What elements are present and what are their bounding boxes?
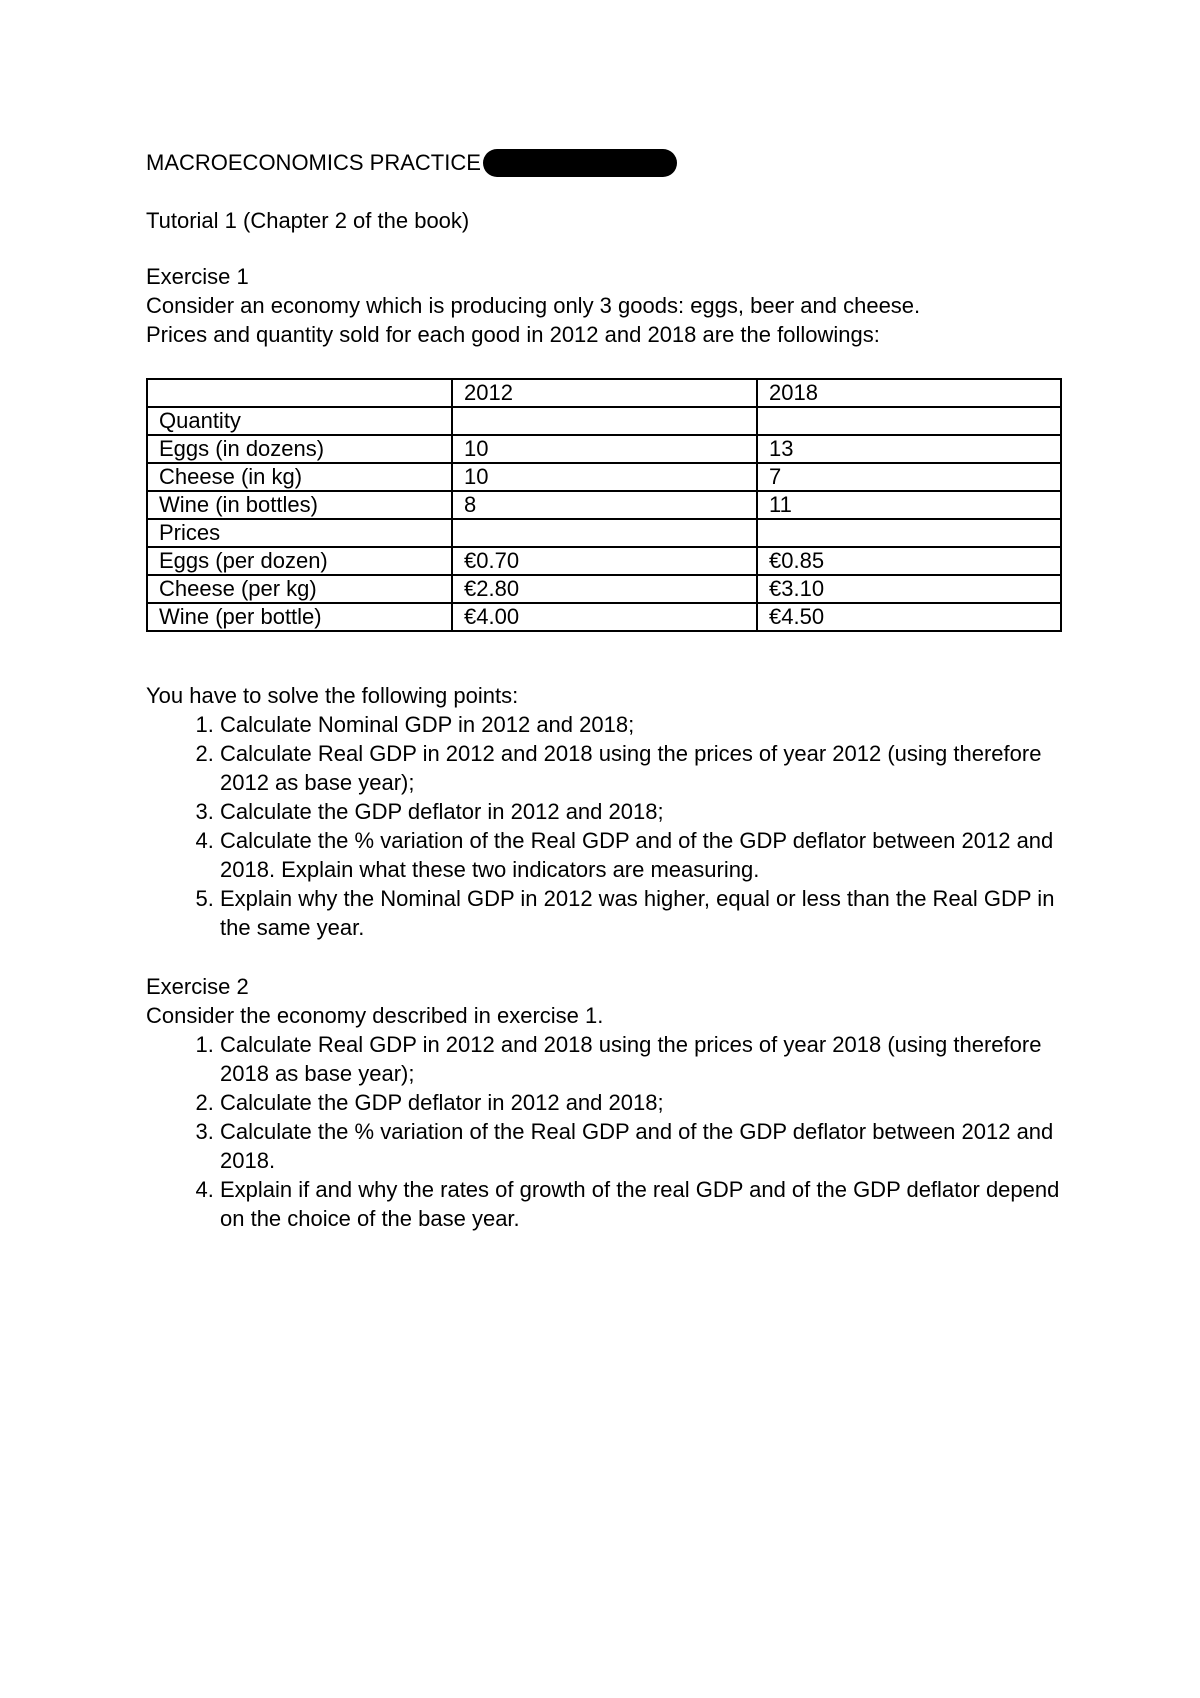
table-row	[147, 603, 1061, 631]
exercise1-points-block	[146, 681, 1066, 942]
points-intro: You have to solve the following points:	[146, 683, 519, 708]
list-item: 1. Calculate Nominal GDP in 2012 and 2018;	[220, 710, 1066, 739]
table-cell	[757, 519, 1061, 547]
table-cell: Prices	[147, 519, 452, 547]
table-cell: €0.85	[757, 547, 1061, 575]
exercise2-points-list	[146, 1030, 1066, 1233]
exercise1-heading: Exercise 1	[146, 264, 249, 289]
table-cell: Eggs (per dozen)	[147, 547, 452, 575]
table-cell: 10	[452, 435, 757, 463]
exercise2-intro: Consider the economy described in exercise 1.	[146, 1003, 604, 1028]
table-row	[147, 547, 1061, 575]
tutorial-subtitle-block	[146, 206, 1066, 235]
table-cell: Eggs (in dozens)	[147, 435, 452, 463]
table-cell: 13	[757, 435, 1061, 463]
exercise2-heading: Exercise 2	[146, 974, 249, 999]
goods-table	[146, 378, 1062, 632]
redaction-mark	[483, 149, 677, 177]
table-cell: Wine (per bottle)	[147, 603, 452, 631]
table-cell: Cheese (in kg)	[147, 463, 452, 491]
table-header-row	[147, 379, 1061, 407]
table-row	[147, 435, 1061, 463]
table-cell: 10	[452, 463, 757, 491]
table-cell: €3.10	[757, 575, 1061, 603]
table-cell: 8	[452, 491, 757, 519]
list-item: 4. Calculate the % variation of the Real GDP and of the GDP deflator between 2012 and 2018. Explain what these two indicators are measuring.	[220, 826, 1066, 884]
table-cell: Cheese (per kg)	[147, 575, 452, 603]
table-cell: €2.80	[452, 575, 757, 603]
table-cell	[452, 519, 757, 547]
title-line	[146, 148, 677, 177]
table-cell: €0.70	[452, 547, 757, 575]
list-item: 3. Calculate the GDP deflator in 2012 and 2018;	[220, 797, 1066, 826]
table-cell	[147, 379, 452, 407]
exercise1-intro-block	[146, 262, 1066, 349]
table-row	[147, 575, 1061, 603]
list-item: 3. Calculate the % variation of the Real GDP and of the GDP deflator between 2012 and 2018.	[220, 1117, 1066, 1175]
list-item: 5. Explain why the Nominal GDP in 2012 was higher, equal or less than the Real GDP in the same year.	[220, 884, 1066, 942]
table-cell: €4.00	[452, 603, 757, 631]
exercise2-block	[146, 972, 1066, 1233]
table-cell: €4.50	[757, 603, 1061, 631]
table-cell: 11	[757, 491, 1061, 519]
tutorial-subtitle: Tutorial 1 (Chapter 2 of the book)	[146, 208, 470, 233]
exercise1-intro-line2: Prices and quantity sold for each good in 2012 and 2018 are the followings:	[146, 322, 880, 347]
table-row	[147, 491, 1061, 519]
list-item: 2. Calculate the GDP deflator in 2012 and 2018;	[220, 1088, 1066, 1117]
table-row	[147, 407, 1061, 435]
table-cell: 2012	[452, 379, 757, 407]
table-cell	[757, 407, 1061, 435]
table-cell: Quantity	[147, 407, 452, 435]
list-item: 4. Explain if and why the rates of growth of the real GDP and of the GDP deflator depend on the choice of the base year.	[220, 1175, 1066, 1233]
document-title: MACROECONOMICS PRACTICE	[146, 150, 481, 175]
table-cell	[452, 407, 757, 435]
exercise1-intro-line1: Consider an economy which is producing only 3 goods: eggs, beer and cheese.	[146, 293, 921, 318]
table-cell: Wine (in bottles)	[147, 491, 452, 519]
table-row	[147, 463, 1061, 491]
table-row	[147, 519, 1061, 547]
exercise1-points-list	[146, 710, 1066, 942]
list-item: 1. Calculate Real GDP in 2012 and 2018 using the prices of year 2018 (using therefore 2018 as base year);	[220, 1030, 1066, 1088]
table-cell: 7	[757, 463, 1061, 491]
list-item: 2. Calculate Real GDP in 2012 and 2018 using the prices of year 2012 (using therefore 2012 as base year);	[220, 739, 1066, 797]
table-cell: 2018	[757, 379, 1061, 407]
